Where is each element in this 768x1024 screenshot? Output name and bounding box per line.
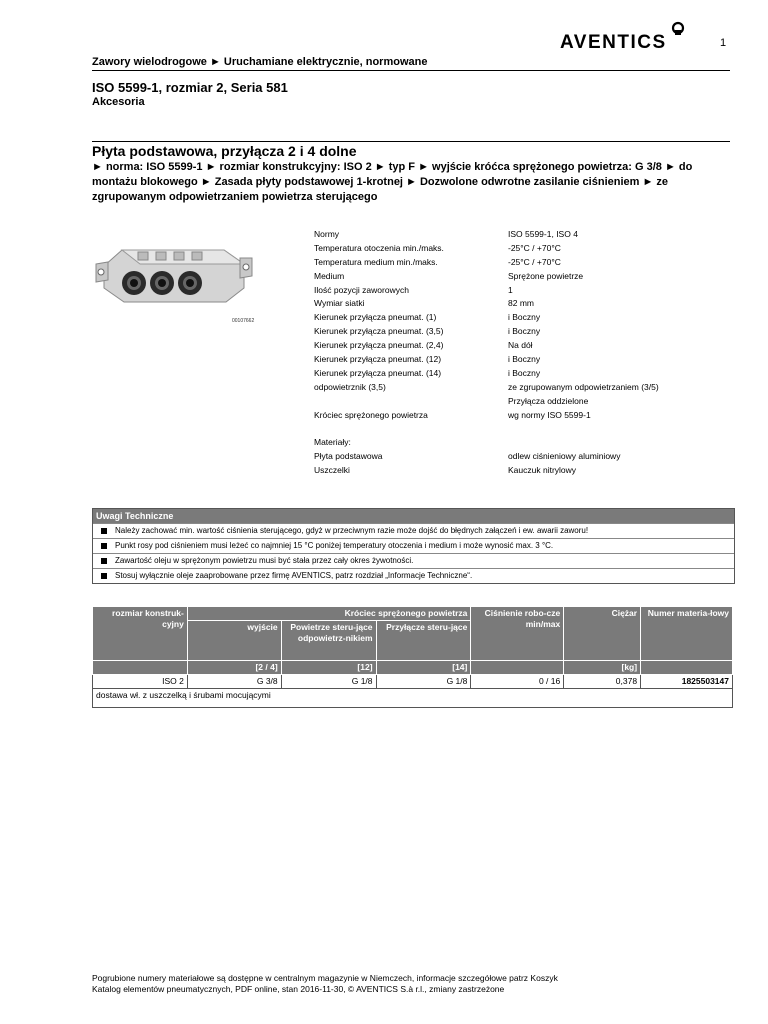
- spec-key: Kierunek przyłącza pneumat. (1): [314, 312, 437, 323]
- spec-list: [314, 228, 734, 478]
- spec-key: Temperatura medium min./maks.: [314, 256, 438, 267]
- spec-row: [314, 409, 734, 423]
- cell-pilot-port: G 1/8: [376, 675, 471, 689]
- col-header-pressure: Ciśnienie robo-cze min/max: [471, 607, 564, 661]
- page-footer: [92, 973, 558, 995]
- cell-size: ISO 2: [93, 675, 188, 689]
- spec-key: Materiały:: [314, 437, 351, 448]
- note-item: Zawartość oleju w sprężonym powietrzu musi być stała przez cały okres żywotności.: [93, 553, 734, 568]
- spec-value: ze zgrupowanym odpowietrzaniem (3/5): [508, 381, 659, 392]
- spec-key: Normy: [314, 229, 340, 239]
- spec-key: Ilość pozycji zaworowych: [314, 284, 409, 295]
- spec-row: [314, 353, 734, 367]
- spec-row: [314, 297, 734, 311]
- spec-key: Wymiar siatki: [314, 298, 365, 309]
- unit-weight: [kg]: [564, 661, 641, 675]
- spec-value: odlew ciśnieniowy aluminiowy: [508, 451, 621, 462]
- spec-value: 1: [508, 284, 513, 295]
- spec-key: Kierunek przyłącza pneumat. (12): [314, 354, 442, 365]
- note-item: Należy zachować min. wartość ciśnienia sterującego, gdyż w przeciwnym razie może dojść do błędnych załączeń i ew. awarii zaworu!: [93, 523, 734, 538]
- table-row: [93, 675, 733, 689]
- image-code: 00107662: [232, 318, 255, 324]
- spec-value: wg normy ISO 5599-1: [508, 409, 591, 420]
- spec-row: [314, 228, 734, 242]
- spec-row: [314, 339, 734, 353]
- product-title: Płyta podstawowa, przyłącza 2 i 4 dolne: [92, 143, 357, 159]
- technical-notes: [92, 508, 735, 584]
- spec-row: [314, 325, 734, 339]
- spec-value: Przyłącza oddzielone: [508, 395, 589, 406]
- spec-value: Kauczuk nitrylowy: [508, 465, 577, 476]
- spec-value: -25°C / +70°C: [508, 256, 561, 267]
- spec-key: Temperatura otoczenia min./maks.: [314, 242, 444, 253]
- spec-value: [508, 436, 734, 450]
- spec-key: [314, 422, 508, 436]
- spec-value: i Boczny: [508, 312, 541, 323]
- col-header-material: Numer materia-łowy: [641, 607, 733, 661]
- col-header-pilot-exhaust: Powietrze steru-jące odpowietrz-nikiem: [281, 621, 376, 661]
- spec-value: [508, 422, 734, 436]
- table-footnote: dostawa wł. z uszczelką i śrubami mocującymi: [93, 689, 733, 708]
- unit-pilot-exhaust: [12]: [281, 661, 376, 675]
- spec-row: [314, 395, 734, 409]
- product-image: [94, 228, 254, 312]
- col-header-size: rozmiar konstruk-cyjny: [93, 607, 188, 661]
- spec-row: [314, 367, 734, 381]
- product-table: [92, 606, 733, 708]
- spec-key: Uszczelki: [314, 465, 350, 476]
- footer-line-2: Katalog elementów pneumatycznych, PDF online, stan 2016-11-30, © AVENTICS S.à r.l., zmiany zastrzeżone: [92, 984, 505, 994]
- cell-weight: 0,378: [564, 675, 641, 689]
- spec-key: Płyta podstawowa: [314, 451, 383, 462]
- spec-value: 82 mm: [508, 298, 534, 309]
- spec-value: ISO 5599-1, ISO 4: [508, 229, 578, 239]
- col-header-pilot-port: Przyłącze steru-jące: [376, 621, 471, 661]
- spec-value: -25°C / +70°C: [508, 242, 561, 253]
- spec-value: i Boczny: [508, 354, 541, 365]
- spec-row: [314, 381, 734, 395]
- logo-text: AVENTICS: [560, 32, 667, 53]
- unit-outlet: [2 / 4]: [187, 661, 281, 675]
- bullet-icon: [101, 573, 107, 579]
- spec-key: Kierunek przyłącza pneumat. (14): [314, 367, 442, 378]
- spec-row: [314, 422, 734, 436]
- note-item: Stosuj wyłącznie oleje zaaprobowane przez firmę AVENTICS, patrz rozdział „Informacje Techniczne“.: [93, 568, 734, 583]
- unit-pilot-port: [14]: [376, 661, 471, 675]
- product-description: ► norma: ISO 5599-1 ► rozmiar konstrukcyjny: ISO 2 ► typ F ► wyjście króćca sprężonego powietrza: G 3/8 ► do montażu blokowego ► Zasada płyty podstawowej 1-krotnej ► Dozwolone odwrotne zasilanie ciśnieniem ► ze zgrupowanym odpowietrzaniem powietrza sterującego: [92, 161, 693, 203]
- spec-row: [314, 270, 734, 284]
- cell-outlet: G 3/8: [187, 675, 281, 689]
- cell-pilot-exhaust: G 1/8: [281, 675, 376, 689]
- spec-value: i Boczny: [508, 326, 541, 337]
- spec-row: [314, 242, 734, 256]
- col-header-weight: Ciężar: [564, 607, 641, 661]
- bullet-icon: [101, 558, 107, 564]
- spec-row: [314, 450, 734, 464]
- spec-row: [314, 436, 734, 450]
- spec-key: [314, 395, 508, 409]
- spec-value: Sprężone powietrze: [508, 270, 584, 281]
- spec-row: [314, 256, 734, 270]
- series-title: ISO 5599-1, rozmiar 2, Seria 581: [92, 80, 288, 95]
- header-divider: [92, 70, 730, 71]
- spec-value: i Boczny: [508, 367, 541, 378]
- spec-row: [314, 284, 734, 298]
- technical-notes-title: Uwagi Techniczne: [93, 509, 734, 523]
- series-subtitle: Akcesoria: [92, 96, 145, 108]
- cell-material-number: 1825503147: [641, 675, 733, 689]
- spec-key: Kierunek przyłącza pneumat. (2,4): [314, 340, 444, 351]
- spec-row: [314, 464, 734, 478]
- page-number: 1: [720, 37, 727, 49]
- cell-pressure: 0 / 16: [471, 675, 564, 689]
- spec-key: Medium: [314, 270, 345, 281]
- bullet-icon: [101, 543, 107, 549]
- col-header-outlet: wyjście: [187, 621, 281, 661]
- spec-value: Na dół: [508, 340, 533, 351]
- spec-row: [314, 311, 734, 325]
- breadcrumb: Zawory wielodrogowe ► Uruchamiane elektrycznie, normowane: [92, 56, 428, 68]
- aventics-logo: [560, 20, 686, 54]
- footer-line-1: Pogrubione numery materiałowe są dostępne w centralnym magazynie w Niemczech, informacje szczegółowe patrz Koszyk: [92, 973, 558, 983]
- spec-key: Kierunek przyłącza pneumat. (3,5): [314, 326, 444, 337]
- note-item: Punkt rosy pod ciśnieniem musi leżeć co najmniej 15 °C poniżej temperatury otoczenia i medium i może wynosić max. 3 °C.: [93, 538, 734, 553]
- section-divider: [92, 141, 730, 142]
- bullet-icon: [101, 528, 107, 534]
- spec-key: odpowietrznik (3,5): [314, 381, 386, 392]
- col-header-port-group: Króciec sprężonego powietrza: [187, 607, 471, 621]
- spec-key: Króciec sprężonego powietrza: [314, 409, 428, 420]
